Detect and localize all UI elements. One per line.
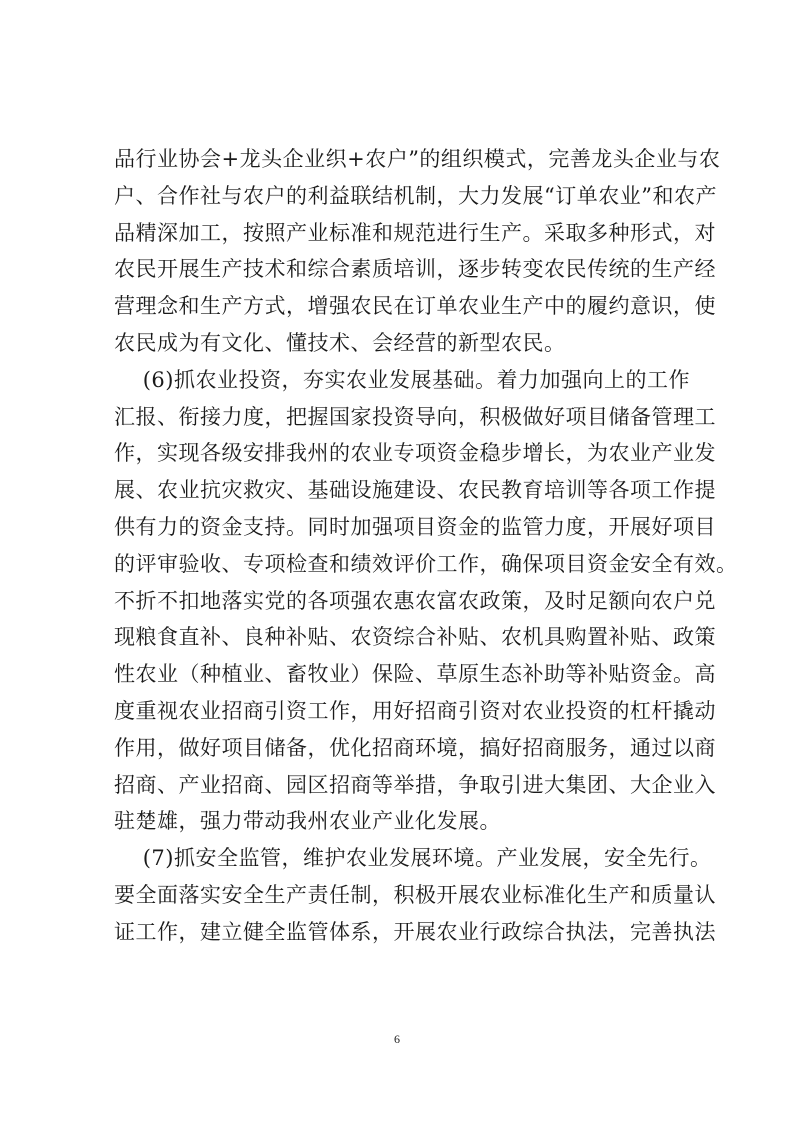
text-line: 作用，做好项目储备，优化招商环境，搞好招商服务，通过以商	[114, 735, 716, 760]
text-line: 驻楚雄，强力带动我州农业产业化发展。	[114, 809, 501, 834]
text-line: 品行业协会+龙头企业织+农户”的组织模式，完善龙头企业与农	[114, 147, 721, 171]
text-line: 农民成为有文化、懂技术、会经营的新型农民。	[114, 330, 566, 355]
text-line: 证工作，建立健全监管体系，开展农业行政综合执法，完善执法	[114, 919, 716, 944]
text-line: 现粮食直补、良种补贴、农资综合补贴、农机具购置补贴、政策	[114, 625, 716, 650]
text-line: 要全面落实安全生产责任制，积极开展农业标准化生产和质量认	[114, 882, 716, 907]
text-line: 的评审验收、专项检查和绩效评价工作，确保项目资金安全有效。	[114, 551, 738, 576]
text-line: (6)抓农业投资，夯实农业发展基础。着力加强向上的工作	[114, 367, 690, 392]
body-text	[114, 141, 738, 951]
text-line: 营理念和生产方式，增强农民在订单农业生产中的履约意识，使	[114, 294, 716, 319]
text-line: 供有力的资金支持。同时加强项目资金的监管力度，开展好项目	[114, 514, 716, 539]
text-line: 不折不扣地落实党的各项强农惠农富农政策，及时足额向农户兑	[114, 588, 716, 613]
text-line: 汇报、衔接力度，把握国家投资导向，积极做好项目储备管理工	[114, 404, 716, 429]
text-line: 农民开展生产技术和综合素质培训，逐步转变农民传统的生产经	[114, 257, 716, 282]
text-line: 性农业（种植业、畜牧业）保险、草原生态补助等补贴资金。高	[114, 662, 716, 687]
page-number: 6	[394, 1032, 400, 1046]
text-line: 户、合作社与农户的利益联结机制，大力发展“订单农业”和农产	[114, 183, 717, 208]
text-line: 作，实现各级安排我州的农业专项资金稳步增长，为农业产业发	[114, 441, 716, 466]
text-line: 度重视农业招商引资工作，用好招商引资对农业投资的杠杆撬动	[114, 698, 716, 723]
text-line: 招商、产业招商、园区招商等举措，争取引进大集团、大企业入	[114, 772, 716, 797]
text-line: (7)抓安全监管，维护农业发展环境。产业发展，安全先行。	[114, 846, 712, 871]
text-line: 展、农业抗灾救灾、基础设施建设、农民教育培训等各项工作提	[114, 478, 716, 503]
text-line: 品精深加工，按照产业标准和规范进行生产。采取多种形式，对	[114, 220, 716, 245]
